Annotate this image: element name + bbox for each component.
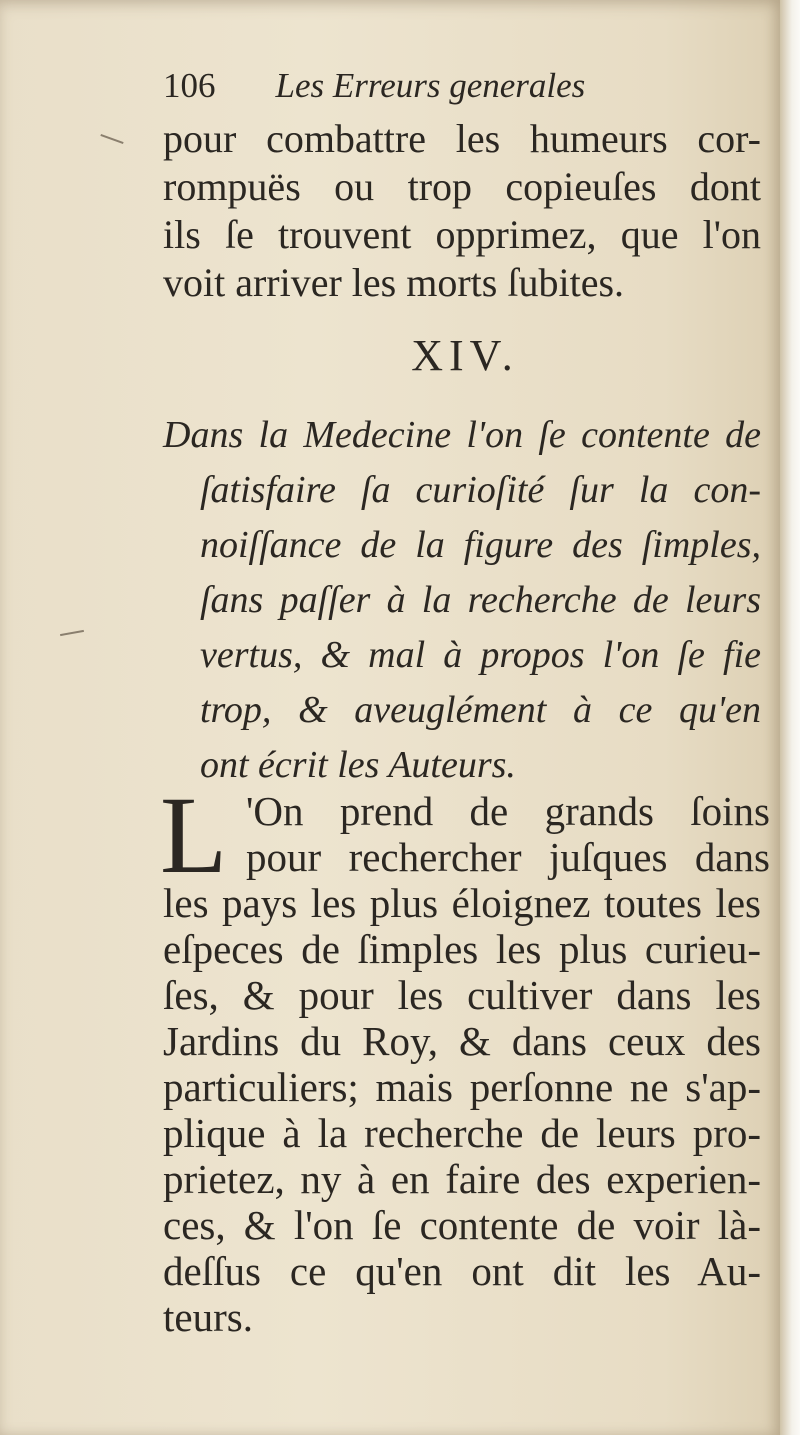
section-number: XIV. xyxy=(411,331,519,380)
summary-line: vertus, & mal à propos l'on ſe fie xyxy=(200,634,761,676)
body-line: prietez, ny à en faire des experien- xyxy=(163,1156,761,1202)
page-number: 106 xyxy=(163,66,216,105)
summary-line: noiſſance de la figure des ſimples, xyxy=(200,524,761,566)
body-line: ces, & l'on ſe contente de voir là- xyxy=(163,1202,761,1248)
body-line: les pays les plus éloignez toutes les xyxy=(163,880,761,926)
summary-line: ſans paſſer à la recherche de leurs xyxy=(200,579,761,621)
carryover-line: voit arriver les morts ſubites. xyxy=(163,260,625,305)
running-title: Les Erreurs generales xyxy=(275,66,586,105)
carryover-line: ils ſe trouvent opprimez, que l'on xyxy=(163,212,761,257)
summary-line: ſatisfaire ſa curioſité ſur la con- xyxy=(200,469,761,511)
body-line: deſſus ce qu'en ont dit les Au- xyxy=(163,1248,761,1294)
body-line: particuliers; mais perſonne ne s'ap- xyxy=(163,1064,761,1110)
body-line: eſpeces de ſimples les plus curieu- xyxy=(163,926,761,972)
carryover-line: rompuës ou trop copieuſes dont xyxy=(163,164,761,209)
body-line: teurs. xyxy=(163,1294,253,1340)
summary-line: ont écrit les Auteurs. xyxy=(200,744,516,786)
page-edge xyxy=(780,0,800,1435)
carryover-line: pour combattre les humeurs cor- xyxy=(163,116,761,161)
drop-cap: L xyxy=(160,774,228,896)
running-head xyxy=(163,68,763,103)
body-line: Jardins du Roy, & dans ceux des xyxy=(163,1018,761,1064)
body-line: pour rechercher juſques dans xyxy=(246,834,770,880)
body-line: plique à la recherche de leurs pro- xyxy=(163,1110,761,1156)
summary-line: trop, & aveuglément à ce qu'en xyxy=(200,689,761,731)
body-line: 'On prend de grands ſoins xyxy=(246,788,770,834)
summary-line: Dans la Medecine l'on ſe contente de xyxy=(163,414,761,456)
body-line: ſes, & pour les cultiver dans les xyxy=(163,972,761,1018)
